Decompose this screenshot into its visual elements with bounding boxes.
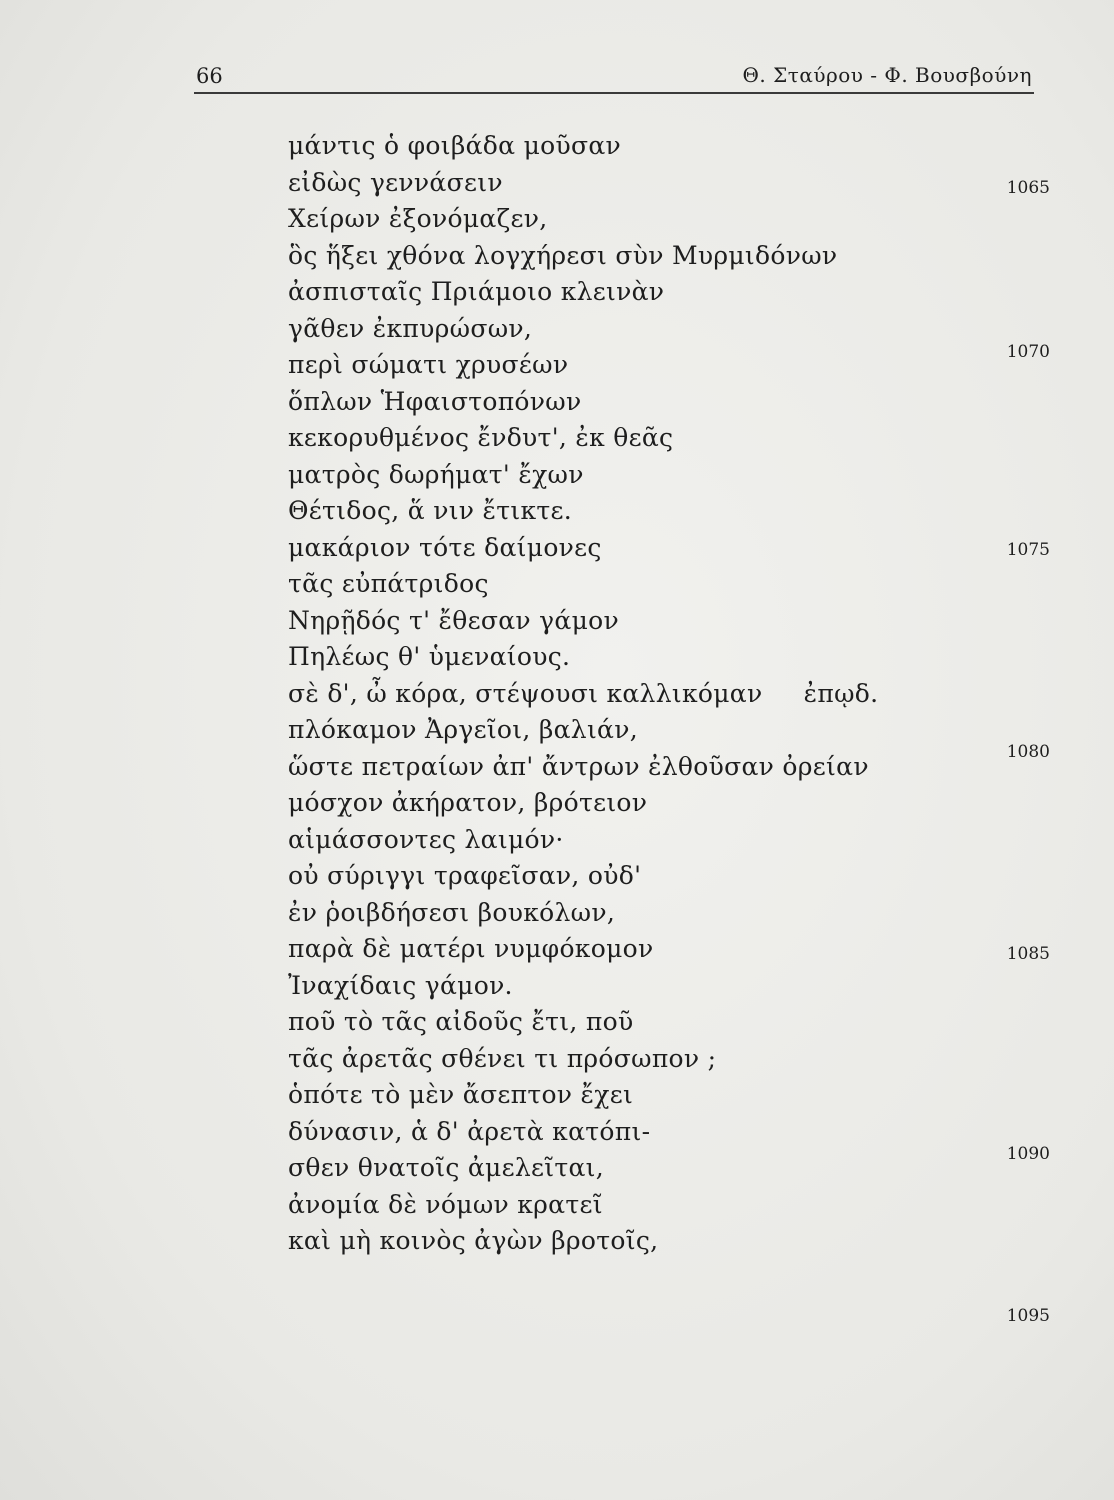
verse-line: γᾶθεν ἐκπυρώσων, — [288, 313, 533, 343]
verse-line: ὅπλων Ἡφαιστοπόνων — [288, 386, 582, 416]
verse-line: ἀνομία δὲ νόμων κρατεῖ — [288, 1189, 603, 1219]
line-number: 1075 — [1006, 540, 1050, 560]
verse-line: κεκορυθμένος ἔνδυτ', ἐκ θεᾶς — [288, 423, 674, 452]
verse-line: Θέτιδος, ἅ νιν ἔτικτε. — [288, 496, 573, 525]
running-head: Θ. Σταύρου - Φ. Βουσβούνη — [742, 63, 1032, 87]
verse-line: οὐ σύριγγι τραφεῖσαν, οὐδ' — [288, 861, 642, 890]
verse-line: πλόκαμον Ἀργεῖοι, βαλιάν, — [288, 715, 638, 744]
verse-line: εἰδὼς γεννάσειν — [288, 167, 503, 197]
verse-line: αἱμάσσοντες λαιμόν· — [288, 824, 564, 854]
line-number: 1095 — [1006, 1306, 1050, 1326]
line-number: 1065 — [1006, 178, 1050, 198]
verse-line: σὲ δ', ὦ κόρα, στέψουσι καλλικόμαν ἐπῳδ. — [288, 678, 879, 708]
verse-line: περὶ σώματι χρυσέων — [288, 350, 569, 379]
verse-line: Χείρων ἐξονόμαζεν, — [288, 204, 548, 233]
page-header — [194, 60, 1034, 94]
verse-line: μόσχον ἀκήρατον, βρότειον — [288, 788, 648, 817]
line-number: 1070 — [1006, 342, 1050, 362]
verse-line: μακάριον τότε δαίμονες — [288, 532, 602, 562]
verse-line: ματρὸς δωρήματ' ἔχων — [288, 459, 584, 489]
verse-line: Ἰναχίδαις γάμον. — [288, 970, 513, 1000]
line-number: 1090 — [1006, 1144, 1050, 1164]
verse-line: μάντις ὁ φοιβάδα μοῦσαν — [288, 131, 622, 160]
line-number: 1080 — [1006, 742, 1050, 762]
verse-line: σθεν θνατοῖς ἀμελεῖται, — [288, 1153, 605, 1182]
verse-line: Νηρῇδός τ' ἔθεσαν γάμον — [288, 605, 619, 635]
verse-line: παρὰ δὲ ματέρι νυμφόκομον — [288, 934, 654, 963]
verse-line: ὥστε πετραίων ἀπ' ἄντρων ἐλθοῦσαν ὀρείαν — [288, 751, 869, 781]
verse-block — [288, 128, 968, 1260]
verse-line: ὁπότε τὸ μὲν ἄσεπτον ἔχει — [288, 1080, 634, 1109]
verse-line: ἐν ῥοιβδήσεσι βουκόλων, — [288, 897, 616, 927]
verse-line: τᾶς εὐπάτριδος — [288, 569, 489, 598]
verse-line: καὶ μὴ κοινὸς ἀγὼν βροτοῖς, — [288, 1226, 659, 1255]
verse-line: τᾶς ἀρετᾶς σθένει τι πρόσωπον ; — [288, 1043, 717, 1073]
verse-line: δύνασιν, ἁ δ' ἀρετὰ κατόπι- — [288, 1116, 651, 1146]
verse-line: ἀσπισταῖς Πριάμοιο κλεινὰν — [288, 277, 665, 306]
verse-line: Πηλέως θ' ὑμεναίους. — [288, 642, 571, 671]
page-number: 66 — [196, 64, 223, 88]
verse-line: ποῦ τὸ τᾶς αἰδοῦς ἔτι, ποῦ — [288, 1007, 634, 1036]
line-number: 1085 — [1006, 944, 1050, 964]
verse-line: ὃς ἥξει χθόνα λογχήρεσι σὺν Μυρμιδόνων — [288, 240, 838, 270]
